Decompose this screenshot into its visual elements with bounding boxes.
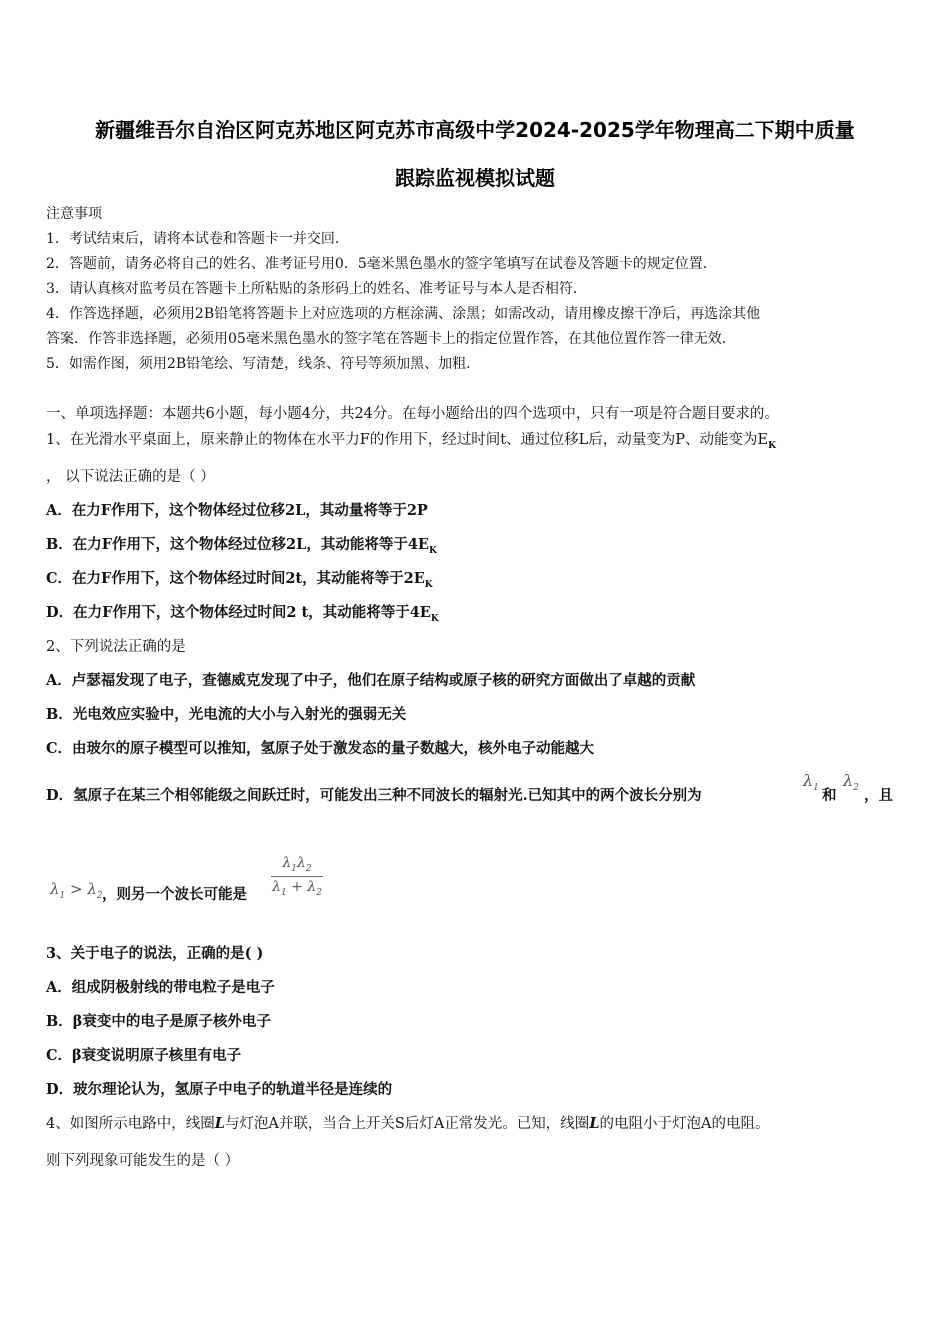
- stem-text: 4、如图所示电路中，线圈: [46, 1116, 215, 1132]
- notice-item: 1．考试结束后，请将本试卷和答题卡一并交回．: [46, 231, 349, 247]
- subscript: 2: [305, 863, 312, 874]
- subscript: K: [428, 545, 437, 556]
- notice-item: 答案．作答非选择题，必须用05毫米黑色墨水的签字笔在答题卡上的指定位置作答，在其他位置作答一律无效．: [46, 331, 736, 347]
- option-text: 在力F作用下，这个物体经过位移2L，其动量将等于2P: [71, 502, 428, 519]
- question-3-stem: 3、关于电子的说法，正确的是( ): [46, 945, 264, 962]
- lambda-1-symbol: [803, 771, 819, 793]
- subscript: 1: [280, 887, 287, 898]
- question-3-option-a: A．组成阴极射线的带电粒子是电子: [46, 979, 275, 996]
- subscript: K: [424, 579, 433, 590]
- question-1-stem: [46, 428, 776, 451]
- notice-item: 3．请认真核对监考员在答题卡上所粘贴的条形码上的姓名、准考证号与本人是否相符．: [46, 281, 587, 297]
- notice-item: 4．作答选择题，必须用2B铅笔将答题卡上对应选项的方框涂满、涂黑；如需改动，请用橡皮擦干净后，再选涂其他: [46, 306, 761, 322]
- subscript: 1: [291, 863, 297, 874]
- option-label: C．: [46, 570, 73, 587]
- question-2-option-d-qie: ，且: [864, 787, 893, 804]
- question-2-option-c: C．由玻尔的原子模型可以推知，氢原子处于激发态的量子数越大，核外电子动能越大: [46, 740, 595, 757]
- question-1-option-b: [46, 533, 437, 556]
- question-3-option-c: C．β衰变说明原子核里有电子: [46, 1047, 242, 1064]
- page-title-line1: 新疆维吾尔自治区阿克苏地区阿克苏市高级中学2024-2025学年物理高二下期中质量: [95, 118, 855, 142]
- question-3-option-d: D．玻尔理论认为，氢原子中电子的轨道半径是连续的: [46, 1081, 393, 1098]
- page-title-line2: 跟踪监视模拟试题: [395, 166, 555, 190]
- question-3-option-b: B．β衰变中的电子是原子核外电子: [46, 1013, 271, 1030]
- option-label: D．: [46, 604, 74, 621]
- lambda-symbol: λ: [297, 855, 306, 871]
- question-1-stem-cont: ， 以下说法正确的是（ ）: [46, 469, 215, 485]
- question-2-option-d-line1: D．氢原子在某三个相邻能级之间跃迁时，可能发出三种不同波长的辐射光.已知其中的两个波长分别为: [46, 787, 702, 804]
- wavelength-fraction: [271, 855, 323, 898]
- lambda-2-symbol: [843, 771, 859, 793]
- question-1-option-d: [46, 601, 439, 624]
- question-2-option-a: A．卢瑟福发现了电子，查德威克发现了中子，他们在原子结构或原子核的研究方面做出了卓越的贡献: [46, 672, 696, 689]
- option-text: 在力F作用下，这个物体经过位移2L，其动能将等于4E: [72, 536, 429, 553]
- question-1-option-a: [46, 499, 428, 520]
- lambda-symbol: λ: [50, 880, 60, 898]
- lambda-symbol: λ: [87, 880, 97, 898]
- lambda-symbol: λ: [307, 879, 317, 895]
- option-text: 在力F作用下，这个物体经过时间2t，其动能将等于2E: [72, 570, 425, 587]
- subscript: 2: [316, 887, 322, 898]
- option-text: 在力F作用下，这个物体经过时间2 t，其动能将等于4E: [73, 604, 431, 621]
- question-2-option-d-and: 和: [822, 787, 837, 804]
- coil-symbol: L: [589, 1115, 600, 1132]
- notice-heading: 注意事项: [46, 206, 102, 222]
- lambda-inequality: [50, 880, 103, 901]
- stem-text: 的电阻小于灯泡A的电阻。: [599, 1116, 770, 1132]
- subscript: 1: [813, 783, 819, 794]
- lambda-symbol: λ: [282, 855, 292, 871]
- subscript: 1: [59, 891, 66, 901]
- question-2-stem: 2、下列说法正确的是: [46, 639, 186, 655]
- subscript: 2: [96, 891, 103, 901]
- lambda-symbol: λ: [803, 771, 814, 790]
- option-label: A．: [46, 502, 72, 519]
- lambda-symbol: λ: [843, 771, 854, 790]
- question-4-stem-cont: 则下列现象可能发生的是（ ）: [46, 1153, 240, 1169]
- subscript: K: [430, 613, 439, 624]
- question-2-option-d-line2: ，则另一个波长可能是: [102, 886, 247, 903]
- coil-symbol: L: [214, 1115, 225, 1132]
- question-1-stem-text: 1、在光滑水平桌面上，原来静止的物体在水平力F的作用下，经过时间t、通过位移L后，动量变为P、动能变为E: [46, 432, 769, 448]
- question-4-stem: [46, 1112, 770, 1133]
- subscript: K: [768, 440, 776, 451]
- stem-text: 与灯泡A并联，当合上开关S后灯A正常发光。已知，线圈: [224, 1116, 590, 1132]
- option-label: B．: [46, 536, 73, 553]
- greater-than-symbol: >: [70, 880, 83, 898]
- section-heading: 一、单项选择题：本题共6小题，每小题4分，共24分。在每小题给出的四个选项中，只有一项是符合题目要求的。: [46, 406, 779, 422]
- question-2-option-b: B．光电效应实验中，光电流的大小与入射光的强弱无关: [46, 706, 407, 723]
- notice-item: 2．答题前，请务必将自己的姓名、准考证号用0．5毫米黑色墨水的签字笔填写在试卷及答题卡的规定位置．: [46, 256, 717, 272]
- fraction-denominator: [271, 879, 323, 898]
- notice-item: 5．如需作图，须用2B铅笔绘、写清楚，线条、符号等须加黑、加粗．: [46, 356, 481, 372]
- question-1-option-c: [46, 567, 433, 590]
- fraction-numerator: [271, 855, 323, 875]
- fraction-bar: [271, 876, 323, 877]
- lambda-symbol: λ: [272, 879, 281, 895]
- subscript: 2: [853, 783, 859, 794]
- plus-symbol: +: [291, 879, 303, 895]
